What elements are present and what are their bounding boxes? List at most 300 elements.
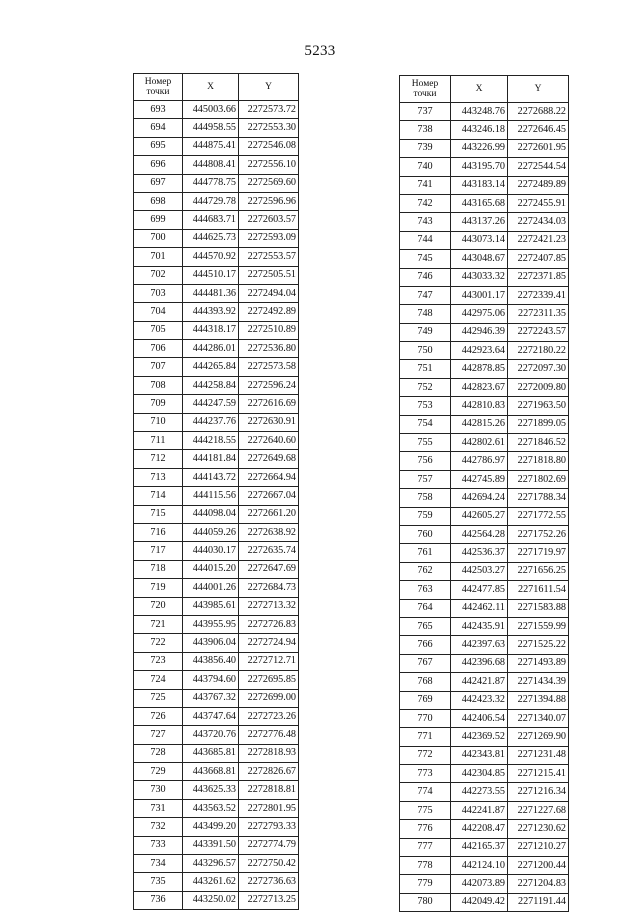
x-coordinate-cell: 444258.84 [183, 376, 239, 394]
table-row [400, 434, 569, 452]
table-row [400, 323, 569, 341]
point-number-cell: 753 [400, 397, 451, 415]
x-coordinate-cell: 443767.32 [183, 689, 239, 707]
y-coordinate-cell: 2271656.25 [508, 562, 569, 580]
x-coordinate-cell: 443001.17 [451, 286, 508, 304]
y-coordinate-cell: 2272489.89 [508, 176, 569, 194]
y-coordinate-cell: 2271269.90 [508, 728, 569, 746]
x-coordinate-cell: 444570.92 [183, 248, 239, 266]
header-x: X [451, 76, 508, 103]
table-row [400, 250, 569, 268]
table-row [400, 360, 569, 378]
x-coordinate-cell: 443296.57 [183, 855, 239, 873]
y-coordinate-cell: 2272243.57 [508, 323, 569, 341]
x-coordinate-cell: 442369.52 [451, 728, 508, 746]
table-row [134, 413, 299, 431]
point-number-cell: 734 [134, 855, 183, 873]
y-coordinate-cell: 2272544.54 [508, 158, 569, 176]
x-coordinate-cell: 442073.89 [451, 875, 508, 893]
table-row [134, 284, 299, 302]
point-number-cell: 718 [134, 560, 183, 578]
point-number-cell: 729 [134, 763, 183, 781]
y-coordinate-cell: 2272661.20 [239, 505, 299, 523]
point-number-cell: 730 [134, 781, 183, 799]
table-row [134, 689, 299, 707]
table-row [134, 119, 299, 137]
point-number-cell: 746 [400, 268, 451, 286]
y-coordinate-cell: 2271493.89 [508, 654, 569, 672]
x-coordinate-cell: 443668.81 [183, 763, 239, 781]
y-coordinate-cell: 2272492.89 [239, 303, 299, 321]
y-coordinate-cell: 2272776.48 [239, 726, 299, 744]
y-coordinate-cell: 2272505.51 [239, 266, 299, 284]
x-coordinate-cell: 444625.73 [183, 229, 239, 247]
table-row [134, 855, 299, 873]
table-row [134, 248, 299, 266]
x-coordinate-cell: 443073.14 [451, 231, 508, 249]
x-coordinate-cell: 442423.32 [451, 691, 508, 709]
y-coordinate-cell: 2272736.63 [239, 873, 299, 891]
y-coordinate-cell: 2272801.95 [239, 799, 299, 817]
header-x: X [183, 74, 239, 101]
x-coordinate-cell: 443685.81 [183, 744, 239, 762]
y-coordinate-cell: 2272510.89 [239, 321, 299, 339]
y-coordinate-cell: 2271434.39 [508, 673, 569, 691]
x-coordinate-cell: 444218.55 [183, 432, 239, 450]
table-row [134, 229, 299, 247]
table-row [400, 103, 569, 121]
y-coordinate-cell: 2272818.93 [239, 744, 299, 762]
y-coordinate-cell: 2272649.68 [239, 450, 299, 468]
y-coordinate-cell: 2271899.05 [508, 415, 569, 433]
point-number-cell: 769 [400, 691, 451, 709]
x-coordinate-cell: 442406.54 [451, 709, 508, 727]
point-number-cell: 759 [400, 507, 451, 525]
point-number-cell: 754 [400, 415, 451, 433]
y-coordinate-cell: 2272180.22 [508, 342, 569, 360]
point-number-cell: 778 [400, 857, 451, 875]
table-row [134, 763, 299, 781]
point-number-cell: 705 [134, 321, 183, 339]
point-number-cell: 743 [400, 213, 451, 231]
y-coordinate-cell: 2272750.42 [239, 855, 299, 873]
table-row [400, 158, 569, 176]
table-row [134, 487, 299, 505]
y-coordinate-cell: 2272553.30 [239, 119, 299, 137]
y-coordinate-cell: 2272494.04 [239, 284, 299, 302]
x-coordinate-cell: 442343.81 [451, 746, 508, 764]
point-number-cell: 732 [134, 818, 183, 836]
table-row [400, 857, 569, 875]
table-row [400, 893, 569, 911]
table-row [134, 615, 299, 633]
table-row [400, 525, 569, 543]
y-coordinate-cell: 2271210.27 [508, 838, 569, 856]
table-row [134, 597, 299, 615]
table-row [400, 783, 569, 801]
x-coordinate-cell: 442878.85 [451, 360, 508, 378]
y-coordinate-cell: 2272455.91 [508, 194, 569, 212]
table-row [400, 139, 569, 157]
point-number-cell: 771 [400, 728, 451, 746]
table-row [400, 636, 569, 654]
y-coordinate-cell: 2272593.09 [239, 229, 299, 247]
coordinates-table-right [399, 75, 569, 912]
y-coordinate-cell: 2271227.68 [508, 801, 569, 819]
x-coordinate-cell: 442923.64 [451, 342, 508, 360]
table-row [134, 211, 299, 229]
table-row [400, 415, 569, 433]
y-coordinate-cell: 2271525.22 [508, 636, 569, 654]
table-row [134, 432, 299, 450]
y-coordinate-cell: 2272421.23 [508, 231, 569, 249]
x-coordinate-cell: 443906.04 [183, 634, 239, 652]
y-coordinate-cell: 2272553.57 [239, 248, 299, 266]
x-coordinate-cell: 444030.17 [183, 542, 239, 560]
point-number-cell: 726 [134, 707, 183, 725]
point-number-cell: 758 [400, 489, 451, 507]
x-coordinate-cell: 444393.92 [183, 303, 239, 321]
table-row [134, 101, 299, 119]
x-coordinate-cell: 442304.85 [451, 765, 508, 783]
point-number-cell: 770 [400, 709, 451, 727]
point-number-cell: 701 [134, 248, 183, 266]
point-number-cell: 761 [400, 544, 451, 562]
table-row [134, 358, 299, 376]
table-row [400, 728, 569, 746]
x-coordinate-cell: 444247.59 [183, 395, 239, 413]
point-number-cell: 695 [134, 137, 183, 155]
point-number-cell: 772 [400, 746, 451, 764]
point-number-cell: 719 [134, 579, 183, 597]
y-coordinate-cell: 2272311.35 [508, 305, 569, 323]
table-row [134, 303, 299, 321]
y-coordinate-cell: 2271231.48 [508, 746, 569, 764]
y-coordinate-cell: 2271204.83 [508, 875, 569, 893]
point-number-cell: 776 [400, 820, 451, 838]
coordinates-table-left [133, 73, 299, 910]
table-row [134, 873, 299, 891]
point-number-cell: 767 [400, 654, 451, 672]
point-number-cell: 702 [134, 266, 183, 284]
x-coordinate-cell: 443226.99 [451, 139, 508, 157]
table-row [400, 342, 569, 360]
point-number-cell: 698 [134, 192, 183, 210]
table-row [134, 468, 299, 486]
x-coordinate-cell: 442396.68 [451, 654, 508, 672]
point-number-cell: 773 [400, 765, 451, 783]
page-number: 5233 [304, 43, 336, 59]
point-number-cell: 728 [134, 744, 183, 762]
x-coordinate-cell: 443250.02 [183, 891, 239, 909]
point-number-cell: 766 [400, 636, 451, 654]
table-row [134, 340, 299, 358]
table-row [400, 452, 569, 470]
point-number-cell: 696 [134, 156, 183, 174]
point-number-cell: 760 [400, 525, 451, 543]
x-coordinate-cell: 443720.76 [183, 726, 239, 744]
y-coordinate-cell: 2272371.85 [508, 268, 569, 286]
point-number-cell: 725 [134, 689, 183, 707]
y-coordinate-cell: 2271200.44 [508, 857, 569, 875]
point-number-cell: 721 [134, 615, 183, 633]
point-number-cell: 733 [134, 836, 183, 854]
y-coordinate-cell: 2272556.10 [239, 156, 299, 174]
point-number-cell: 710 [134, 413, 183, 431]
y-coordinate-cell: 2272596.24 [239, 376, 299, 394]
x-coordinate-cell: 442435.91 [451, 617, 508, 635]
point-number-cell: 735 [134, 873, 183, 891]
point-number-cell: 713 [134, 468, 183, 486]
point-number-cell: 755 [400, 434, 451, 452]
y-coordinate-cell: 2272726.83 [239, 615, 299, 633]
x-coordinate-cell: 444875.41 [183, 137, 239, 155]
point-number-cell: 711 [134, 432, 183, 450]
header-point-number: Номер точки [400, 76, 451, 103]
header-y: Y [239, 74, 299, 101]
table-row [400, 268, 569, 286]
table-row [134, 174, 299, 192]
x-coordinate-cell: 443794.60 [183, 671, 239, 689]
point-number-cell: 749 [400, 323, 451, 341]
x-coordinate-cell: 444778.75 [183, 174, 239, 192]
table-row [400, 231, 569, 249]
table-row [134, 542, 299, 560]
table-row [134, 836, 299, 854]
y-coordinate-cell: 2271215.41 [508, 765, 569, 783]
x-coordinate-cell: 442564.28 [451, 525, 508, 543]
table-row [134, 137, 299, 155]
point-number-cell: 741 [400, 176, 451, 194]
x-coordinate-cell: 444683.71 [183, 211, 239, 229]
point-number-cell: 703 [134, 284, 183, 302]
x-coordinate-cell: 444958.55 [183, 119, 239, 137]
table-row [400, 673, 569, 691]
x-coordinate-cell: 443246.18 [451, 121, 508, 139]
y-coordinate-cell: 2271583.88 [508, 599, 569, 617]
x-coordinate-cell: 444510.17 [183, 266, 239, 284]
table-row [400, 544, 569, 562]
table-row [400, 691, 569, 709]
x-coordinate-cell: 444318.17 [183, 321, 239, 339]
x-coordinate-cell: 442273.55 [451, 783, 508, 801]
table-body-right [400, 103, 569, 912]
x-coordinate-cell: 442802.61 [451, 434, 508, 452]
y-coordinate-cell: 2272097.30 [508, 360, 569, 378]
point-number-cell: 720 [134, 597, 183, 615]
point-number-cell: 752 [400, 378, 451, 396]
x-coordinate-cell: 442208.47 [451, 820, 508, 838]
x-coordinate-cell: 444481.36 [183, 284, 239, 302]
point-number-cell: 736 [134, 891, 183, 909]
x-coordinate-cell: 443856.40 [183, 652, 239, 670]
y-coordinate-cell: 2272603.57 [239, 211, 299, 229]
y-coordinate-cell: 2272647.69 [239, 560, 299, 578]
x-coordinate-cell: 442241.87 [451, 801, 508, 819]
point-number-cell: 694 [134, 119, 183, 137]
point-number-cell: 745 [400, 250, 451, 268]
point-number-cell: 704 [134, 303, 183, 321]
table-row [400, 581, 569, 599]
point-number-cell: 722 [134, 634, 183, 652]
y-coordinate-cell: 2272695.85 [239, 671, 299, 689]
table-header-row [400, 76, 569, 103]
y-coordinate-cell: 2271719.97 [508, 544, 569, 562]
x-coordinate-cell: 442049.42 [451, 893, 508, 911]
x-coordinate-cell: 442605.27 [451, 507, 508, 525]
y-coordinate-cell: 2272724.94 [239, 634, 299, 652]
x-coordinate-cell: 442786.97 [451, 452, 508, 470]
point-number-cell: 708 [134, 376, 183, 394]
table-row [400, 838, 569, 856]
y-coordinate-cell: 2271846.52 [508, 434, 569, 452]
table-row [134, 726, 299, 744]
point-number-cell: 707 [134, 358, 183, 376]
table-row [134, 376, 299, 394]
x-coordinate-cell: 442421.87 [451, 673, 508, 691]
table-row [134, 634, 299, 652]
point-number-cell: 740 [400, 158, 451, 176]
x-coordinate-cell: 443033.32 [451, 268, 508, 286]
x-coordinate-cell: 443261.62 [183, 873, 239, 891]
y-coordinate-cell: 2272818.81 [239, 781, 299, 799]
y-coordinate-cell: 2272723.26 [239, 707, 299, 725]
y-coordinate-cell: 2271818.80 [508, 452, 569, 470]
x-coordinate-cell: 444015.20 [183, 560, 239, 578]
point-number-cell: 731 [134, 799, 183, 817]
y-coordinate-cell: 2272688.22 [508, 103, 569, 121]
table-row [134, 671, 299, 689]
table-row [400, 617, 569, 635]
x-coordinate-cell: 443165.68 [451, 194, 508, 212]
table-row [134, 266, 299, 284]
y-coordinate-cell: 2272646.45 [508, 121, 569, 139]
x-coordinate-cell: 442745.89 [451, 470, 508, 488]
table-row [400, 489, 569, 507]
y-coordinate-cell: 2272616.69 [239, 395, 299, 413]
x-coordinate-cell: 444143.72 [183, 468, 239, 486]
x-coordinate-cell: 443955.95 [183, 615, 239, 633]
point-number-cell: 756 [400, 452, 451, 470]
point-number-cell: 777 [400, 838, 451, 856]
x-coordinate-cell: 444237.76 [183, 413, 239, 431]
table-row [400, 378, 569, 396]
x-coordinate-cell: 444808.41 [183, 156, 239, 174]
x-coordinate-cell: 443048.67 [451, 250, 508, 268]
point-number-cell: 768 [400, 673, 451, 691]
table-row [400, 397, 569, 415]
point-number-cell: 765 [400, 617, 451, 635]
table-row [400, 507, 569, 525]
x-coordinate-cell: 442124.10 [451, 857, 508, 875]
y-coordinate-cell: 2271216.34 [508, 783, 569, 801]
x-coordinate-cell: 444115.56 [183, 487, 239, 505]
table-row [134, 891, 299, 909]
table-row [400, 286, 569, 304]
point-number-cell: 714 [134, 487, 183, 505]
y-coordinate-cell: 2272573.58 [239, 358, 299, 376]
y-coordinate-cell: 2272684.73 [239, 579, 299, 597]
y-coordinate-cell: 2271752.26 [508, 525, 569, 543]
point-number-cell: 774 [400, 783, 451, 801]
y-coordinate-cell: 2272596.96 [239, 192, 299, 210]
y-coordinate-cell: 2271230.62 [508, 820, 569, 838]
y-coordinate-cell: 2272793.33 [239, 818, 299, 836]
point-number-cell: 775 [400, 801, 451, 819]
y-coordinate-cell: 2272640.60 [239, 432, 299, 450]
y-coordinate-cell: 2272664.94 [239, 468, 299, 486]
table-row [134, 818, 299, 836]
table-row [134, 505, 299, 523]
table-row [400, 194, 569, 212]
point-number-cell: 751 [400, 360, 451, 378]
y-coordinate-cell: 2272407.85 [508, 250, 569, 268]
y-coordinate-cell: 2271802.69 [508, 470, 569, 488]
y-coordinate-cell: 2271340.07 [508, 709, 569, 727]
point-number-cell: 737 [400, 103, 451, 121]
x-coordinate-cell: 444265.84 [183, 358, 239, 376]
x-coordinate-cell: 442397.63 [451, 636, 508, 654]
y-coordinate-cell: 2272638.92 [239, 523, 299, 541]
x-coordinate-cell: 445003.66 [183, 101, 239, 119]
table-row [134, 395, 299, 413]
table-row [134, 781, 299, 799]
y-coordinate-cell: 2272546.08 [239, 137, 299, 155]
point-number-cell: 717 [134, 542, 183, 560]
x-coordinate-cell: 443183.14 [451, 176, 508, 194]
point-number-cell: 747 [400, 286, 451, 304]
table-row [400, 121, 569, 139]
point-number-cell: 757 [400, 470, 451, 488]
y-coordinate-cell: 2271191.44 [508, 893, 569, 911]
table-row [400, 875, 569, 893]
x-coordinate-cell: 444059.26 [183, 523, 239, 541]
header-point-number: Номер точки [134, 74, 183, 101]
x-coordinate-cell: 442975.06 [451, 305, 508, 323]
y-coordinate-cell: 2272635.74 [239, 542, 299, 560]
table-row [400, 213, 569, 231]
x-coordinate-cell: 444729.78 [183, 192, 239, 210]
y-coordinate-cell: 2272434.03 [508, 213, 569, 231]
y-coordinate-cell: 2272536.80 [239, 340, 299, 358]
x-coordinate-cell: 442810.83 [451, 397, 508, 415]
x-coordinate-cell: 443195.70 [451, 158, 508, 176]
table-row [134, 321, 299, 339]
y-coordinate-cell: 2271611.54 [508, 581, 569, 599]
y-coordinate-cell: 2272712.71 [239, 652, 299, 670]
y-coordinate-cell: 2272573.72 [239, 101, 299, 119]
table-row [400, 746, 569, 764]
x-coordinate-cell: 444181.84 [183, 450, 239, 468]
y-coordinate-cell: 2272699.00 [239, 689, 299, 707]
x-coordinate-cell: 443391.50 [183, 836, 239, 854]
y-coordinate-cell: 2272601.95 [508, 139, 569, 157]
y-coordinate-cell: 2272713.25 [239, 891, 299, 909]
table-row [134, 523, 299, 541]
y-coordinate-cell: 2272339.41 [508, 286, 569, 304]
table-header-row [134, 74, 299, 101]
point-number-cell: 748 [400, 305, 451, 323]
table-row [400, 599, 569, 617]
point-number-cell: 724 [134, 671, 183, 689]
y-coordinate-cell: 2272774.79 [239, 836, 299, 854]
point-number-cell: 712 [134, 450, 183, 468]
x-coordinate-cell: 444286.01 [183, 340, 239, 358]
x-coordinate-cell: 442477.85 [451, 581, 508, 599]
table-row [400, 820, 569, 838]
table-row [400, 765, 569, 783]
x-coordinate-cell: 443985.61 [183, 597, 239, 615]
